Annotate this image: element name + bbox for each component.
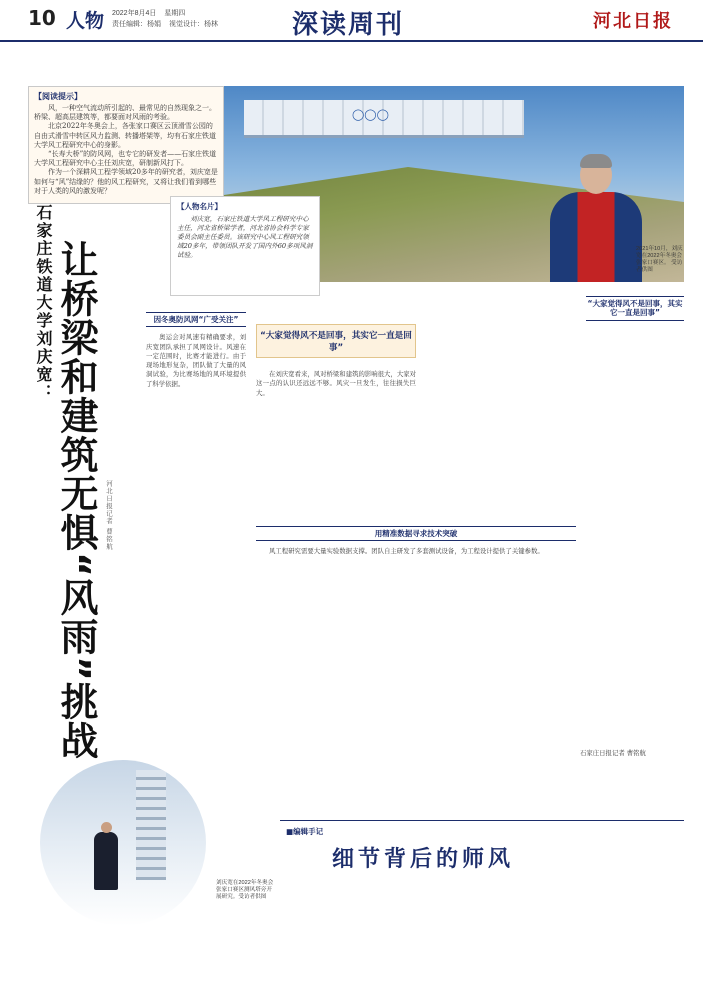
paper-logo: 河北日报 — [593, 11, 673, 32]
tips-paragraph: 风，一种空气流动所引起的、最常见的自然现象之一。桥梁、超高层建筑等，都要面对风雨的考验。 — [34, 104, 216, 122]
editor-note-title: 细节背后的师风 — [332, 847, 515, 872]
pull-quote: “大家觉得风不是回事，其实它一直是回事” — [256, 324, 416, 358]
article-column — [146, 306, 246, 746]
signature: 石家庄日报记者 曹铭航 — [580, 749, 646, 757]
section-heading: “大家觉得风不是回事，其实它一直是回事” — [586, 296, 684, 321]
photo-person — [544, 156, 648, 282]
section-name: 人物 — [66, 10, 105, 32]
person-card-text: 刘庆宽，石家庄铁道大学风工程研究中心主任，河北省桥梁学者，河北省协会科学专家委员会副主任委员。该研究中心风工程研究领域20多年，带领团队开发了国内外60多项风洞试验。 — [177, 215, 313, 259]
reading-tips — [28, 86, 224, 204]
snow-photo — [40, 760, 206, 926]
tips-paragraph: 北京2022年冬奥会上，各张家口赛区云顶滑雪公园的自由式滑雪中转区风力监测、转播塔架等，均有石家庄铁道大学风工程研究中心的身影。 — [34, 122, 216, 149]
hero-caption: 2021年10月，刘庆宽在2022年冬奥会张家口赛区。 受访者供图 — [636, 246, 683, 273]
masthead — [0, 0, 703, 42]
headline-title: 让桥梁和建筑无惧“风雨”挑战 — [54, 240, 98, 760]
tips-title: 【阅读提示】 — [34, 92, 82, 101]
issue-date: 2022年8月4日 — [112, 10, 157, 17]
person-card-title: 【人物名片】 — [177, 202, 222, 211]
article-column — [586, 290, 684, 740]
section-divider — [280, 820, 684, 821]
person-card — [170, 196, 320, 296]
editor-note-tag: ■编辑手记 — [286, 827, 324, 836]
section-heading: 因冬奥防风网“广受关注” — [146, 312, 246, 327]
section-text: 风工程研究需要大量实验数据支撑。团队自主研发了多套测试设备，为工程设计提供了关键参数。 — [269, 547, 544, 556]
tips-paragraph: 作为一个深耕风工程学领域20多年的研究者，刘庆宽是如何与“风”结缘的？他的风工程研究，又将让我们看到哪些对于人类的风的激发呢？ — [34, 168, 218, 195]
photo-person — [94, 822, 118, 892]
byline: 河北日报记者 曹铭航 — [105, 480, 112, 551]
article-column — [256, 370, 416, 520]
designer-credit: 视觉设计：杨林 — [168, 21, 218, 28]
section-heading: 用精准数据寻求技术突破 — [256, 526, 576, 541]
issue-weekday: 星期四 — [164, 10, 186, 17]
olympic-rings-icon: ◯◯◯ — [352, 108, 389, 121]
section-text: 奥运会对风速有精确要求，刘庆宽团队承担了风网设计。风速在一定范围时，比赛才能进行。由于现场地形复杂，团队做了大量的风洞试验，为比赛场地的风环境提供了科学依据。 — [146, 333, 246, 388]
snow-caption: 刘庆宽在2022年冬奥会张家口赛区测风塔旁开展研究。受访者供图 — [216, 880, 274, 900]
tips-paragraph: “长寿大桥”的防风网，也专它的研发者——石家庄铁道大学风工程研究中心主任刘庆宽，研制新风打下。 — [34, 150, 217, 168]
page-number: 10 — [28, 6, 56, 30]
section-text: 在刘庆宽看来，风对桥梁和建筑的影响很大，大家对这一点的认识还远远不够。风灾一旦发生，往往损失巨大。 — [256, 370, 416, 397]
article-column — [256, 520, 576, 770]
issue-meta — [112, 8, 282, 30]
editor-credit: 责任编辑：杨娟 — [112, 21, 161, 28]
column-title: 深读周刊 — [292, 10, 405, 40]
headline-subtitle: 石家庄铁道大学刘庆宽： — [34, 204, 53, 402]
photo-measurement-tower — [136, 770, 166, 880]
